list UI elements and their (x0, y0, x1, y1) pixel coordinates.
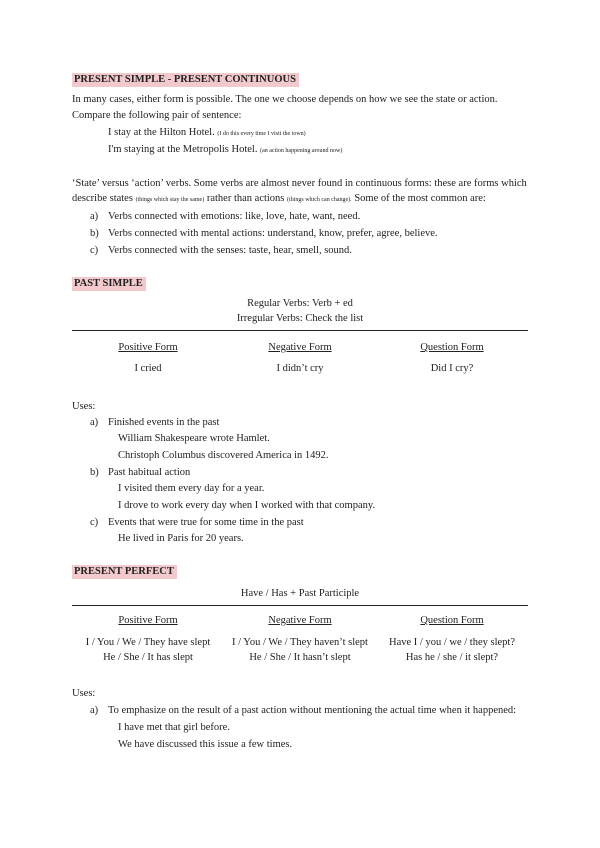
regular-verbs: Regular Verbs: Verb + ed (247, 298, 353, 309)
divider-present-perfect (72, 605, 528, 606)
example-2 (108, 144, 342, 155)
list-marker-a: a) (90, 211, 99, 222)
past-simple-header-positive: Positive Form (118, 342, 178, 353)
list-marker-b: b) (90, 228, 99, 239)
past-use-title-finished: Finished events in the past (108, 417, 220, 428)
present-perfect-use-marker-a: a) (90, 705, 99, 716)
past-use-example: He lived in Paris for 20 years. (118, 533, 244, 544)
present-perfect-header-question: Question Form (420, 615, 484, 626)
heading-present-perfect: PRESENT PERFECT (72, 565, 177, 579)
list-item-mental: Verbs connected with mental actions: understand, know, prefer, agree, believe. (108, 228, 438, 239)
present-perfect-header-negative: Negative Form (268, 615, 332, 626)
past-use-marker-b: b) (90, 467, 99, 478)
past-use-title-habitual: Past habitual action (108, 467, 191, 478)
list-item-senses: Verbs connected with the senses: taste, hear, smell, sound. (108, 245, 352, 256)
intro-line-2: Compare the following pair of sentence: (72, 110, 242, 121)
state-line-1: ‘State’ versus ‘action’ verbs. Some verbs are almost never found in continuous forms: these are forms which (72, 178, 527, 189)
state-line-2 (72, 193, 486, 204)
past-simple-negative-value: I didn’t cry (276, 363, 324, 374)
list-marker-c: c) (90, 245, 99, 256)
heading-present-simple-continuous: PRESENT SIMPLE - PRESENT CONTINUOUS (72, 73, 299, 87)
state-line-2-a: describe states (72, 193, 133, 204)
divider-past-simple (72, 330, 528, 331)
present-perfect-formula: Have / Has + Past Participle (240, 588, 360, 599)
present-perfect-negative-value: I / You / We / They haven’t slept (232, 637, 368, 648)
past-simple-positive-value: I cried (134, 363, 162, 374)
present-perfect-question-value: Have I / you / we / they slept? (389, 637, 515, 648)
past-simple-header-negative: Negative Form (268, 342, 332, 353)
past-simple-header-question: Question Form (420, 342, 484, 353)
past-use-marker-a: a) (90, 417, 99, 428)
past-use-example: I drove to work every day when I worked with that company. (118, 500, 376, 511)
irregular-verbs: Irregular Verbs: Check the list (236, 313, 364, 324)
past-use-example: I visited them every day for a year. (118, 483, 265, 494)
state-note-2: (things which can change). (287, 197, 352, 203)
past-use-marker-c: c) (90, 517, 99, 528)
present-perfect-positive-value: He / She / It has slept (103, 652, 193, 663)
example-1 (108, 127, 306, 138)
state-line-2-c: Some of the most common are: (354, 193, 486, 204)
present-perfect-header-positive: Positive Form (118, 615, 178, 626)
example-1-main: I stay at the Hilton Hotel. (108, 127, 215, 138)
present-perfect-positive-value: I / You / We / They have slept (85, 637, 211, 648)
past-simple-uses-label: Uses: (72, 401, 96, 412)
present-perfect-use-example: We have discussed this issue a few times. (118, 739, 293, 750)
present-perfect-negative-value: He / She / It hasn’t slept (249, 652, 351, 663)
example-2-note: (an action happening around now) (260, 148, 343, 154)
past-simple-question-value: Did I cry? (430, 363, 474, 374)
example-2-main: I'm staying at the Metropolis Hotel. (108, 144, 258, 155)
past-use-title-events: Events that were true for some time in the past (108, 517, 304, 528)
present-perfect-use-example: I have met that girl before. (118, 722, 230, 733)
state-line-2-b: rather than actions (206, 193, 285, 204)
present-perfect-uses-label: Uses: (72, 688, 96, 699)
heading-past-simple: PAST SIMPLE (72, 277, 146, 291)
present-perfect-question-value: Has he / she / it slept? (405, 652, 499, 663)
past-use-example: Christoph Columbus discovered America in 1492. (118, 450, 329, 461)
past-use-example: William Shakespeare wrote Hamlet. (118, 433, 270, 444)
intro-line-1: In many cases, either form is possible. The one we choose depends on how we see the state or action. (72, 94, 498, 105)
example-1-note: (I do this every time I visit the town) (217, 131, 306, 137)
list-item-emotions: Verbs connected with emotions: like, love, hate, want, need. (108, 211, 361, 222)
present-perfect-use-title: To emphasize on the result of a past action without mentioning the actual time when it happened: (108, 705, 517, 716)
state-note-1: (things which stay the same) (135, 197, 205, 203)
